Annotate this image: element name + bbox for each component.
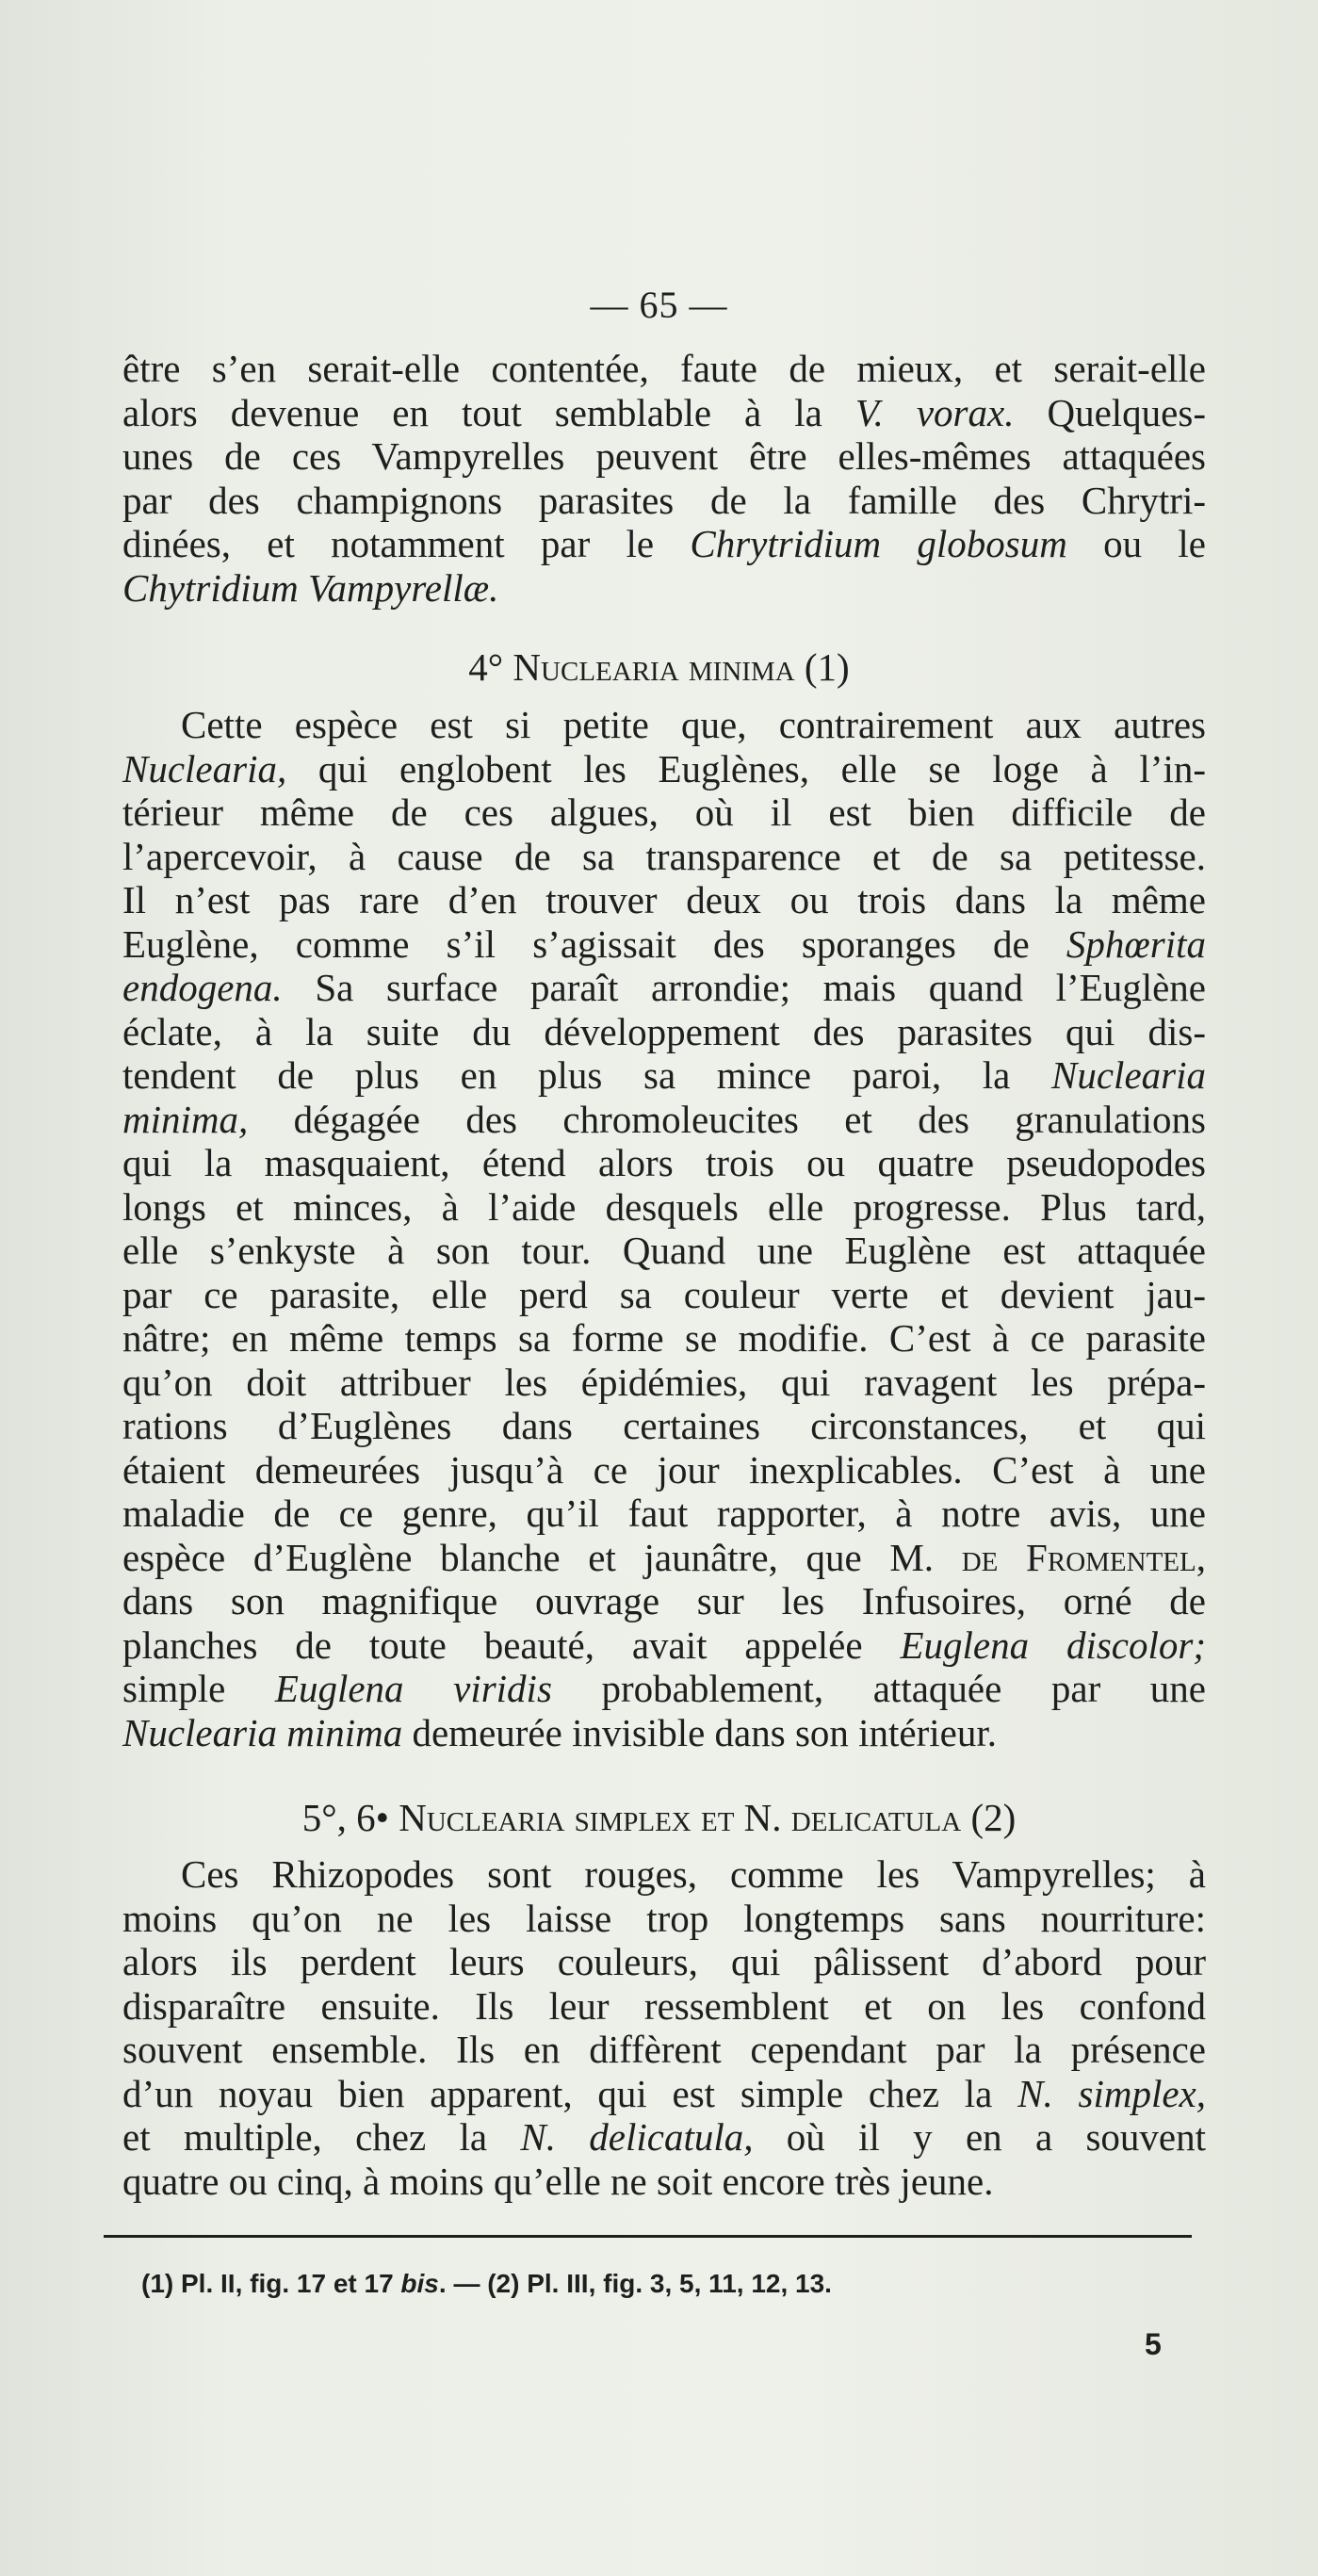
text-line: Ces Rhizopodes sont rouges, comme les Vampyrelles; à xyxy=(181,1852,1206,1896)
footnote-ref: (2) xyxy=(970,1796,1017,1839)
text-line: espèce d’Euglène blanche et jaunâtre, que M. de Fromentel, xyxy=(122,1535,1206,1579)
text-line: et multiple, chez la N. delicatula, où il y en a souvent xyxy=(122,2115,1206,2159)
text-line: minima, dégagée des chromoleucites et des granulations xyxy=(122,1097,1206,1141)
text-line: l’apercevoir, à cause de sa transparence et de sa petitesse. xyxy=(122,834,1206,878)
footnotes: (1) Pl. II, fig. 17 et 17 bis. — (2) Pl. III, fig. 3, 5, 11, 12, 13. xyxy=(141,2269,832,2298)
text-line: éclate, à la suite du développement des parasites qui dis- xyxy=(122,1009,1206,1053)
text-line: elle s’enkyste à son tour. Quand une Euglène est attaquée xyxy=(122,1229,1206,1272)
text-line: térieur même de ces algues, où il est bien difficile de xyxy=(122,791,1206,834)
text-line: dans son magnifique ouvrage sur les Infusoires, orné de xyxy=(122,1579,1206,1622)
text-line: qu’on doit attribuer les épidémies, qui ravagent les prépa- xyxy=(122,1360,1206,1404)
paragraph-2 xyxy=(122,703,1206,1754)
section-number: 5°, 6• xyxy=(301,1796,389,1839)
signature-mark: 5 xyxy=(1145,2327,1162,2361)
text-line: maladie de ce genre, qu’il faut rapporter, à notre avis, une xyxy=(122,1492,1206,1535)
text-line: souvent ensemble. Ils en diffèrent cependant par la présence xyxy=(122,2028,1206,2071)
text-line: Nuclearia minima demeurée invisible dans son intérieur. xyxy=(122,1710,998,1754)
text-line: étaient demeurées jusqu’à ce jour inexplicables. C’est à une xyxy=(122,1447,1206,1492)
text-line: dinées, et notamment par le Chrytridium globosum ou le xyxy=(122,522,1207,565)
text-line: unes de ces Vampyrelles peuvent être elles-mêmes attaquées xyxy=(122,434,1206,478)
text-line: alors ils perdent leurs couleurs, qui pâlissent d’abord pour xyxy=(122,1940,1206,1983)
text-line: qui la masquaient, étend alors trois ou quatre pseudopodes xyxy=(122,1141,1206,1184)
footnote-bis: bis xyxy=(400,2269,439,2298)
footnote-divider xyxy=(104,2235,1192,2238)
text-line: être s’en serait-elle contentée, faute de mieux, et serait-elle xyxy=(122,347,1206,390)
text-line: quatre ou cinq, à moins qu’elle ne soit encore très jeune. xyxy=(122,2159,994,2203)
text-line: longs et minces, à l’aide desquels elle progresse. Plus tard, xyxy=(122,1184,1206,1229)
text-line: Il n’est pas rare d’en trouver deux ou trois dans la même xyxy=(122,878,1206,921)
text-line: d’un noyau bien apparent, qui est simple chez la N. simplex, xyxy=(122,2071,1206,2115)
footnote-ref: (1) xyxy=(804,645,850,689)
text-line: disparaître ensuite. Ils leur ressemblent et on les confond xyxy=(122,1983,1206,2028)
text-line: Chytridium Vampyrellæ. xyxy=(122,565,499,610)
text-line: par ce parasite, elle perd sa couleur verte et devient jau- xyxy=(122,1272,1206,1316)
text-line: moins qu’on ne les laisse trop longtemps sans nourriture: xyxy=(122,1896,1206,1940)
paragraph-3 xyxy=(122,1852,1206,2203)
section-title: Nuclearia minima xyxy=(513,645,795,689)
page-number: — 65 — xyxy=(590,284,728,326)
text-line: planches de toute beauté, avait appelée Euglena discolor; xyxy=(122,1622,1206,1667)
section-number: 4° xyxy=(468,645,504,689)
text-line: Euglène, comme s’il s’agissait des sporanges de Sphœrita xyxy=(122,921,1206,966)
text-line: simple Euglena viridis probablement, attaquée par une xyxy=(122,1667,1207,1710)
paragraph-1 xyxy=(122,347,1206,610)
section-heading-nuclearia-simplex xyxy=(0,1795,1318,1840)
text-line: tendent de plus en plus sa mince paroi, la Nuclearia xyxy=(122,1053,1206,1097)
text-line: alors devenue en tout semblable à la V. vorax. Quelques- xyxy=(122,390,1206,434)
text-line: par des champignons parasites de la famille des Chrytri- xyxy=(122,478,1206,522)
text-line: Nuclearia, qui englobent les Euglènes, elle se loge à l’in- xyxy=(122,746,1206,791)
text-line: endogena. Sa surface paraît arrondie; mais quand l’Euglène xyxy=(122,966,1206,1009)
section-heading-nuclearia-minima xyxy=(0,644,1318,690)
text-line: nâtre; en même temps sa forme se modifie. C’est à ce parasite xyxy=(122,1316,1206,1360)
text-line: rations d’Euglènes dans certaines circonstances, et qui xyxy=(122,1404,1206,1447)
text-line: Cette espèce est si petite que, contrairement aux autres xyxy=(181,703,1206,746)
section-title: Nuclearia simplex et N. delicatula xyxy=(399,1796,962,1839)
